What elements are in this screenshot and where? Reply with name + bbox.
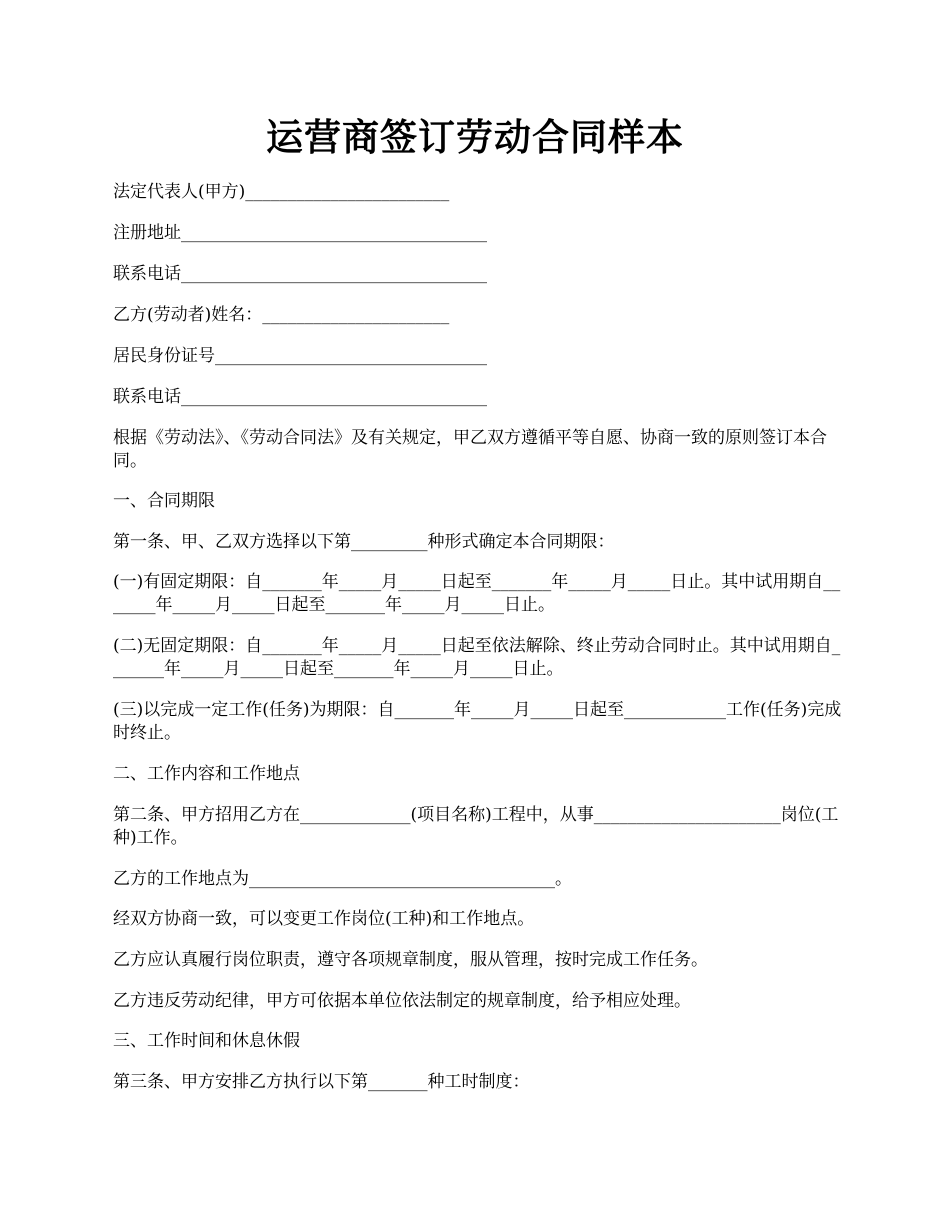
article-3-paragraph: 第三条、甲方安排乙方执行以下第_______种工时制度： bbox=[113, 1072, 530, 1092]
work-location-paragraph: 乙方的工作地点为____________________________________。 bbox=[113, 869, 572, 889]
employer-representative-line: 法定代表人(甲方)________________________ bbox=[113, 182, 450, 202]
discipline-paragraph: 乙方违反劳动纪律，甲方可依据本单位依法制定的规章制度，给予相应处理。 bbox=[113, 991, 691, 1011]
task-term-paragraph: (三)以完成一定工作(任务)为期限：自_______年_____月_____日起至____________工作(任务)完成时终止。 bbox=[113, 700, 842, 743]
section-heading-contract-term: 一、合同期限 bbox=[113, 491, 215, 511]
article-1-paragraph: 第一条、甲、乙双方选择以下第_________种形式确定本合同期限： bbox=[113, 532, 615, 552]
employee-phone-line: 联系电话____________________________________ bbox=[113, 387, 487, 407]
open-term-paragraph: (二)无固定期限：自_______年_____月_____日起至依法解除、终止劳动合同时止。其中试用期自_______年_____月_____日起至_______年_____月_____日止。 bbox=[113, 636, 841, 679]
change-agreement-paragraph: 经双方协商一致，可以变更工作岗位(工种)和工作地点。 bbox=[113, 909, 535, 929]
section-heading-work-content: 二、工作内容和工作地点 bbox=[113, 764, 300, 784]
document-title: 运营商签订劳动合同样本 bbox=[266, 115, 684, 159]
id-number-line: 居民身份证号________________________________ bbox=[113, 346, 487, 366]
preamble-paragraph: 根据《劳动法》、《劳动合同法》及有关规定，甲乙双方遵循平等自愿、协商一致的原则签订本合同。 bbox=[113, 428, 827, 471]
registered-address-line: 注册地址____________________________________ bbox=[113, 223, 487, 243]
section-heading-working-hours: 三、工作时间和休息休假 bbox=[113, 1031, 300, 1051]
employee-name-line: 乙方(劳动者)姓名：______________________ bbox=[113, 305, 450, 325]
article-2-paragraph: 第二条、甲方招用乙方在_____________(项目名称)工程中，从事______________________岗位(工种)工作。 bbox=[113, 805, 839, 848]
duty-paragraph: 乙方应认真履行岗位职责，遵守各项规章制度，服从管理，按时完成工作任务。 bbox=[113, 950, 708, 970]
employer-phone-line: 联系电话____________________________________ bbox=[113, 264, 487, 284]
fixed-term-paragraph: (一)有固定期限：自_______年_____月_____日起至_______年_____月_____日止。其中试用期自_______年_____月_____日起至_______年_____月_____日止。 bbox=[113, 572, 841, 615]
